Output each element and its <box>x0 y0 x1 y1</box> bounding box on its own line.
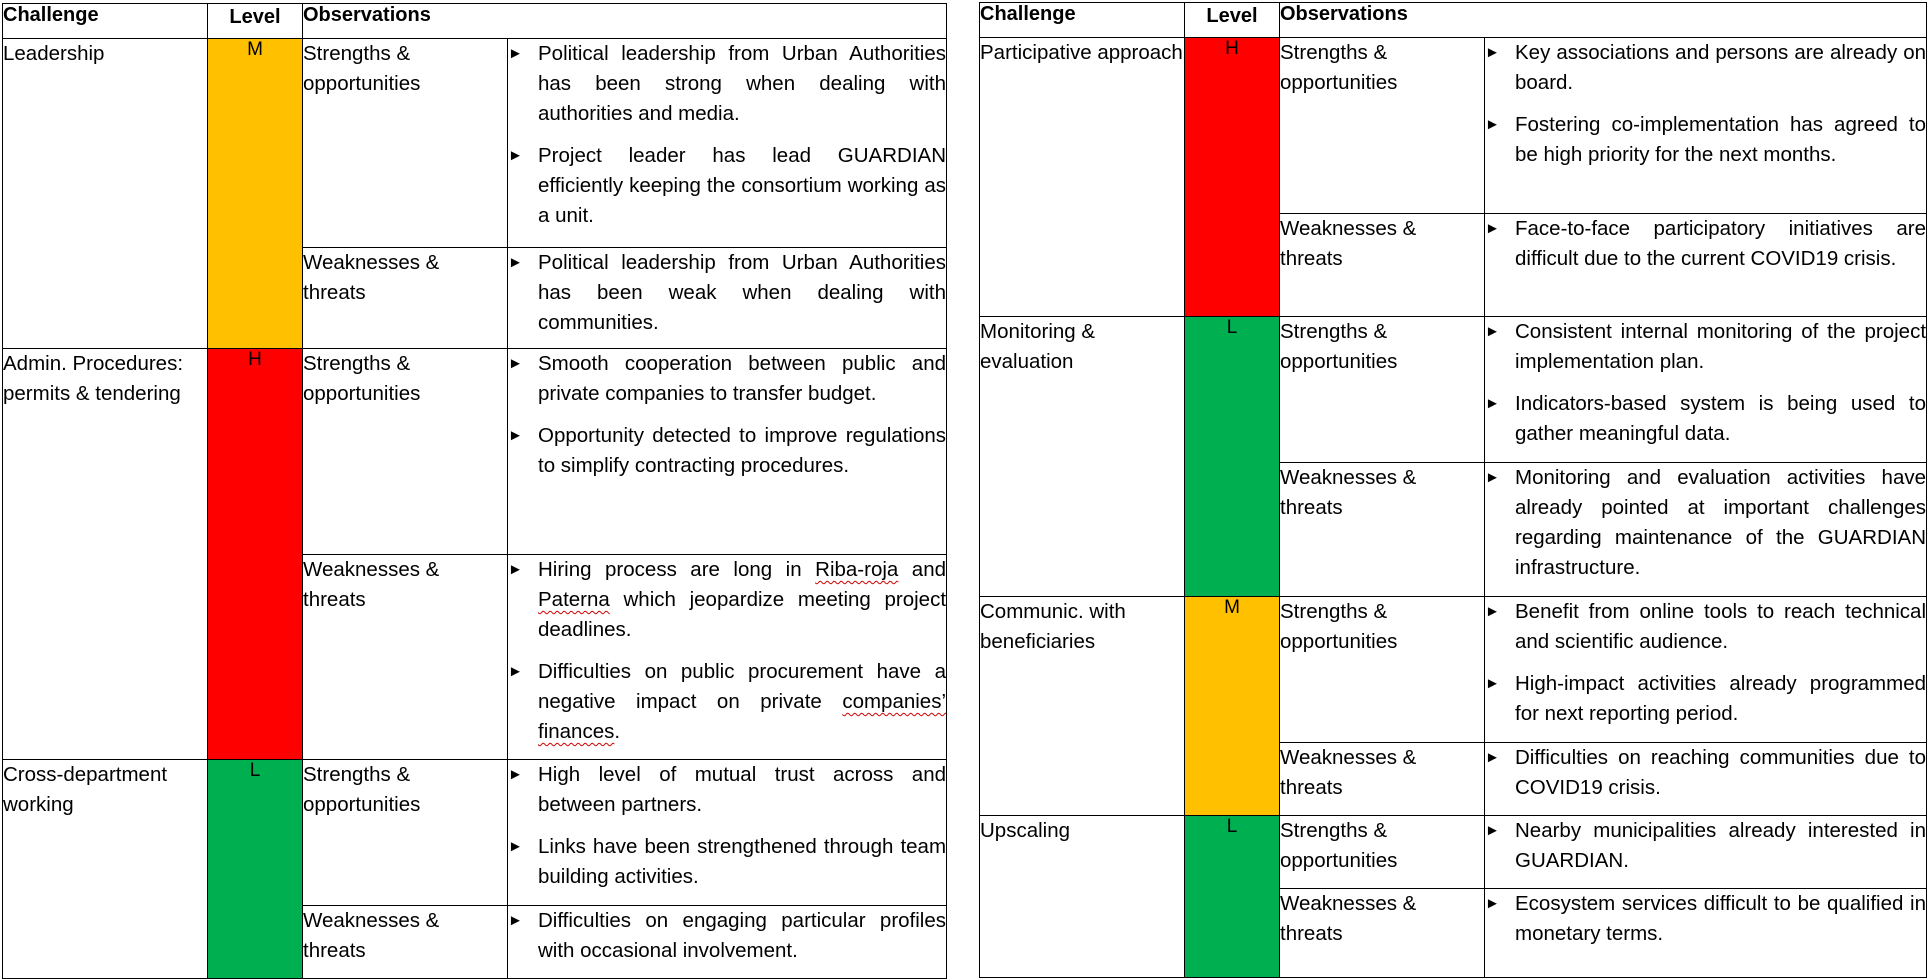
triangle-bullet-icon: ► <box>1485 116 1500 133</box>
observation-bullet <box>508 141 946 231</box>
observation-cell <box>508 906 947 979</box>
header-observations: Observations <box>303 4 947 39</box>
strengths-label: Strengths & opportunities <box>303 39 508 248</box>
observation-bullet <box>508 421 946 481</box>
observation-bullet <box>508 39 946 129</box>
observation-bullet <box>1485 389 1926 449</box>
header-row <box>980 3 1927 38</box>
triangle-bullet-icon: ► <box>508 912 523 929</box>
header-level: Level <box>1185 3 1280 38</box>
triangle-bullet-icon: ► <box>508 663 523 680</box>
observation-cell <box>1485 463 1927 597</box>
observation-cell <box>1485 597 1927 743</box>
triangle-bullet-icon: ► <box>1485 822 1500 839</box>
challenge-name: Participative approach <box>980 38 1185 317</box>
observation-bullet <box>1485 889 1926 949</box>
triangle-bullet-icon: ► <box>508 147 523 164</box>
observation-text: Difficulties on public procurement have a negative impact on private companies’ finances. <box>538 660 947 743</box>
right-challenges-table <box>979 2 1927 978</box>
triangle-bullet-icon: ► <box>1485 220 1500 237</box>
header-challenge: Challenge <box>3 4 208 39</box>
observation-cell <box>1485 214 1927 317</box>
observation-bullet <box>508 906 946 966</box>
observation-bullet <box>1485 669 1926 729</box>
observation-cell <box>508 349 947 555</box>
weaknesses-label: Weaknesses & threats <box>303 248 508 349</box>
observation-text: Political leadership from Urban Authorities has been strong when dealing with authorities and media. <box>538 42 947 125</box>
observation-text: Consistent internal monitoring of the project implementation plan. <box>1515 320 1927 373</box>
header-observations: Observations <box>1280 3 1927 38</box>
triangle-bullet-icon: ► <box>1485 749 1500 766</box>
challenge-row-strengths <box>980 597 1927 743</box>
triangle-bullet-icon: ► <box>508 355 523 372</box>
challenge-row-strengths <box>980 317 1927 463</box>
observation-text: Smooth cooperation between public and private companies to transfer budget. <box>538 352 947 405</box>
triangle-bullet-icon: ► <box>1485 395 1500 412</box>
observation-bullet <box>1485 743 1926 803</box>
challenge-name: Leadership <box>3 39 208 349</box>
observation-cell <box>508 555 947 760</box>
triangle-bullet-icon: ► <box>508 254 523 271</box>
observation-text: Nearby municipalities already interested in GUARDIAN. <box>1515 819 1927 872</box>
challenge-name: Upscaling <box>980 816 1185 978</box>
observation-cell <box>1485 889 1927 978</box>
observation-bullet <box>1485 816 1926 876</box>
observation-text: Difficulties on reaching communities due to COVID19 crisis. <box>1515 746 1927 799</box>
challenge-row-strengths <box>3 349 947 555</box>
observation-bullet <box>1485 214 1926 274</box>
triangle-bullet-icon: ► <box>508 561 523 578</box>
triangle-bullet-icon: ► <box>1485 603 1500 620</box>
level-badge: L <box>208 760 303 979</box>
triangle-bullet-icon: ► <box>508 427 523 444</box>
challenge-row-strengths <box>980 38 1927 214</box>
observation-text: Monitoring and evaluation activities have already pointed at important challenges regarding maintenance of the GUARDIAN infrastructure. <box>1515 466 1927 579</box>
observation-bullet <box>1485 38 1926 98</box>
challenge-name: Communic. with beneficiaries <box>980 597 1185 816</box>
triangle-bullet-icon: ► <box>1485 895 1500 912</box>
triangle-bullet-icon: ► <box>1485 323 1500 340</box>
weaknesses-label: Weaknesses & threats <box>303 906 508 979</box>
challenge-row-strengths <box>3 39 947 248</box>
weaknesses-label: Weaknesses & threats <box>1280 889 1485 978</box>
triangle-bullet-icon: ► <box>1485 44 1500 61</box>
observation-text: Political leadership from Urban Authorities has been weak when dealing with communities. <box>538 251 947 334</box>
weaknesses-label: Weaknesses & threats <box>1280 463 1485 597</box>
left-challenges-table <box>2 3 947 979</box>
level-badge: M <box>1185 597 1280 816</box>
strengths-label: Strengths & opportunities <box>303 349 508 555</box>
triangle-bullet-icon: ► <box>1485 675 1500 692</box>
challenge-name: Monitoring & evaluation <box>980 317 1185 597</box>
observation-text: Ecosystem services difficult to be qualified in monetary terms. <box>1515 892 1927 945</box>
observation-bullet <box>1485 597 1926 657</box>
header-row <box>3 4 947 39</box>
observation-text: Difficulties on engaging particular profiles with occasional involvement. <box>538 909 947 962</box>
observation-bullet <box>1485 110 1926 170</box>
right-table-body <box>980 38 1927 978</box>
observation-bullet <box>508 349 946 409</box>
observation-cell <box>508 39 947 248</box>
level-badge: M <box>208 39 303 349</box>
triangle-bullet-icon: ► <box>508 45 523 62</box>
triangle-bullet-icon: ► <box>508 838 523 855</box>
challenge-name: Cross-department working <box>3 760 208 979</box>
observation-bullet <box>1485 463 1926 583</box>
level-badge: H <box>1185 38 1280 317</box>
observation-text: Key associations and persons are already on board. <box>1515 41 1927 94</box>
strengths-label: Strengths & opportunities <box>1280 816 1485 889</box>
weaknesses-label: Weaknesses & threats <box>303 555 508 760</box>
observation-cell <box>1485 743 1927 816</box>
observation-cell <box>1485 38 1927 214</box>
challenge-row-strengths <box>3 760 947 906</box>
level-badge: L <box>1185 317 1280 597</box>
header-level: Level <box>208 4 303 39</box>
challenge-name: Admin. Procedures: permits & tendering <box>3 349 208 760</box>
observation-text: Opportunity detected to improve regulations to simplify contracting procedures. <box>538 424 947 477</box>
observation-text: Indicators-based system is being used to gather meaningful data. <box>1515 392 1927 445</box>
triangle-bullet-icon: ► <box>508 766 523 783</box>
weaknesses-label: Weaknesses & threats <box>1280 743 1485 816</box>
left-table-body <box>3 39 947 979</box>
observation-cell <box>1485 816 1927 889</box>
observation-bullet <box>1485 317 1926 377</box>
observation-cell <box>508 760 947 906</box>
observation-bullet <box>508 760 946 820</box>
level-badge: H <box>208 349 303 760</box>
observation-text: Fostering co-implementation has agreed to be high priority for the next months. <box>1515 113 1927 166</box>
strengths-label: Strengths & opportunities <box>1280 38 1485 214</box>
observation-text: High level of mutual trust across and between partners. <box>538 763 947 816</box>
observation-cell <box>1485 317 1927 463</box>
observation-text: Links have been strengthened through team building activities. <box>538 835 947 888</box>
challenge-row-strengths <box>980 816 1927 889</box>
triangle-bullet-icon: ► <box>1485 469 1500 486</box>
observation-text: Hiring process are long in Riba-roja and Paterna which jeopardize meeting project deadlines. <box>538 558 947 641</box>
observation-text: High-impact activities already programmed for next reporting period. <box>1515 672 1927 725</box>
observation-bullet <box>508 657 946 747</box>
header-challenge: Challenge <box>980 3 1185 38</box>
observation-cell <box>508 248 947 349</box>
observation-bullet <box>508 555 946 645</box>
observation-text: Face-to-face participatory initiatives are difficult due to the current COVID19 crisis. <box>1515 217 1927 270</box>
weaknesses-label: Weaknesses & threats <box>1280 214 1485 317</box>
observation-bullet <box>508 248 946 338</box>
strengths-label: Strengths & opportunities <box>1280 597 1485 743</box>
observation-text: Project leader has lead GUARDIAN efficiently keeping the consortium working as a unit. <box>538 144 947 227</box>
strengths-label: Strengths & opportunities <box>303 760 508 906</box>
strengths-label: Strengths & opportunities <box>1280 317 1485 463</box>
observation-text: Benefit from online tools to reach technical and scientific audience. <box>1515 600 1927 653</box>
observation-bullet <box>508 832 946 892</box>
level-badge: L <box>1185 816 1280 978</box>
